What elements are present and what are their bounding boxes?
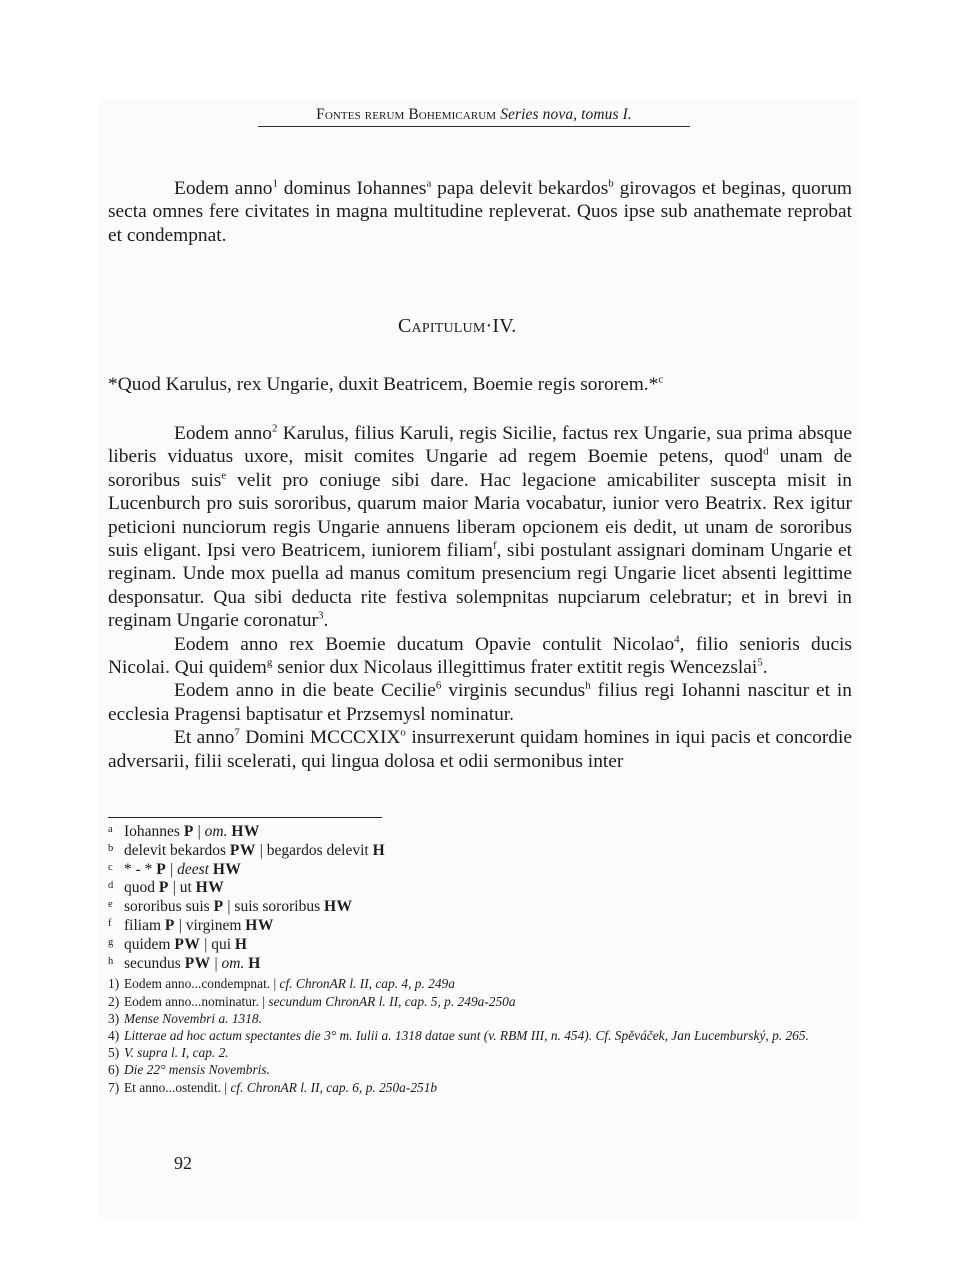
intro-text: girovagos et beginas, quorum secta omnes fere civitates in magna multitudine repleverat. Quos ipse sub anathemate reprobat et condempnat. xyxy=(108,178,852,246)
source-note-lemma: Et anno...ostendit. | xyxy=(124,1079,231,1095)
apparatus-lemma: quidem xyxy=(124,935,171,953)
body-text: Domini MCCCXIX xyxy=(239,727,401,749)
apparatus-note xyxy=(108,917,852,936)
source-note-reference: Die 22° mensis Novembris. xyxy=(124,1062,270,1078)
intro-text: dominus Iohannes xyxy=(277,178,427,199)
source-note-lemma: Eodem anno...condempnat. | xyxy=(124,976,280,992)
apparatus-label: e xyxy=(108,899,113,911)
note-ref: o xyxy=(400,726,406,739)
body-text: Karulus, filius Karuli, regis Sicilie, factus rex Ungarie, sua prima absque liberis viduatus uxore, misit comites Ungarie ad regem Boemie petens, quod xyxy=(108,423,852,468)
source-note-number: 2) xyxy=(108,993,120,1009)
witness-siglum: P xyxy=(183,823,194,840)
witness-siglum: H xyxy=(234,935,248,953)
source-note xyxy=(108,1061,852,1078)
apparatus-label: c xyxy=(108,861,113,873)
source-note-number: 4) xyxy=(108,1027,120,1043)
note-ref: h xyxy=(585,680,591,692)
body-text: . xyxy=(762,657,768,679)
apparatus-reading: deest xyxy=(177,860,209,878)
apparatus-lemma: * - * xyxy=(124,860,153,878)
source-note-reference: Litterae ad hoc actum spectantes die 3° m. Iulii a. 1318 datae sunt (v. RBM III, n. 454). Cf. Spěváček, Jan Lucemburský, p. 265. xyxy=(124,1027,809,1043)
body-paragraph xyxy=(108,633,852,680)
source-note-reference: cf. ChronAR l. II, cap. 4, p. 249a xyxy=(279,976,455,992)
apparatus-reading: om. xyxy=(204,823,228,840)
witness-siglum: H xyxy=(248,954,261,972)
witness-siglum: HW xyxy=(195,879,225,897)
source-note xyxy=(108,993,852,1010)
apparatus-text: Iohannes P | om. HW xyxy=(124,823,260,840)
witness-siglum: PW xyxy=(229,841,256,859)
apparatus-text: secundus PW | om. H xyxy=(124,954,261,972)
source-note xyxy=(108,975,852,992)
body-text: senior dux Nicolaus illegittimus frater extitit regis Wencezslai xyxy=(272,657,758,679)
witness-siglum: HW xyxy=(245,916,274,934)
source-note-reference: secundum ChronAR l. II, cap. 5, p. 249a-250a xyxy=(268,993,516,1009)
intro-text: papa delevit bekardos xyxy=(431,178,609,199)
apparatus-reading: begardos delevit xyxy=(266,841,369,859)
source-note xyxy=(108,1010,852,1027)
apparatus-reading: suis sororibus xyxy=(234,898,321,916)
note-ref: 1 xyxy=(272,177,278,190)
source-note-reference: cf. ChronAR l. II, cap. 6, p. 250a-251b xyxy=(230,1079,438,1095)
body-text: unam de sororibus suis xyxy=(108,446,853,491)
apparatus-note xyxy=(108,955,852,974)
chapter-subtitle xyxy=(108,374,663,396)
note-ref: b xyxy=(608,177,614,190)
body-text: Eodem anno rex Boemie ducatum Opavie contulit Nicolao xyxy=(174,633,675,655)
source-note xyxy=(108,1079,852,1096)
witness-siglum: P xyxy=(158,879,169,897)
body-text: Et anno xyxy=(174,727,235,749)
apparatus-label: f xyxy=(108,917,112,929)
body-text: , filio senioris ducis Nicolai. Qui quidem xyxy=(108,633,852,679)
note-ref: 4 xyxy=(674,633,680,646)
apparatus-text: delevit bekardos PW | begardos delevit H xyxy=(124,841,386,859)
apparatus-note xyxy=(108,861,852,880)
source-note-reference: Mense Novembri a. 1318. xyxy=(124,1010,262,1026)
witness-siglum: P xyxy=(164,916,175,934)
source-note-number: 1) xyxy=(108,976,120,992)
chapter-body xyxy=(108,422,852,773)
apparatus-text: * - * P | deest HW xyxy=(124,860,242,878)
series-title: Fontes rerum Bohemicarum xyxy=(316,106,497,123)
footnote-rule xyxy=(108,817,382,818)
body-text: , sibi postulant assignari dominam Ungarie et reginam. Unde mox puella ad manus comitum presencium regi Ungarie licet absenti legittime desponsatur. Qua sibi deducta rite festiva solempnitas nupciarum celebratur; et in brevi in reginam Ungarie coronatur xyxy=(108,540,852,632)
source-note-number: 6) xyxy=(108,1062,120,1078)
witness-siglum: P xyxy=(213,898,224,916)
apparatus-text: filiam P | virginem HW xyxy=(124,916,274,934)
source-note xyxy=(108,1044,852,1061)
witness-siglum: HW xyxy=(212,860,242,878)
note-ref: 7 xyxy=(234,726,240,739)
apparatus-text: quidem PW | qui H xyxy=(124,935,248,953)
apparatus-text: sororibus suis P | suis sororibus HW xyxy=(124,898,353,916)
note-ref: 6 xyxy=(435,680,442,692)
apparatus-lemma: Iohannes xyxy=(124,823,180,840)
note-ref: g xyxy=(266,656,273,669)
apparatus-label: a xyxy=(108,824,113,835)
apparatus-text: quod P | ut HW xyxy=(124,879,225,897)
apparatus-lemma: delevit bekardos xyxy=(124,841,227,859)
apparatus-note xyxy=(108,842,852,861)
note-ref: 2 xyxy=(271,422,278,435)
witness-siglum: H xyxy=(372,841,386,859)
footnotes xyxy=(108,823,852,1096)
source-note-number: 5) xyxy=(108,1045,120,1061)
apparatus-reading: ut xyxy=(179,879,192,897)
source-note-reference: V. supra l. I, cap. 2. xyxy=(124,1045,229,1061)
note-ref: d xyxy=(763,445,769,458)
note-ref: a xyxy=(426,177,432,190)
apparatus-label: g xyxy=(108,936,114,948)
body-text: . xyxy=(323,610,329,632)
apparatus-label: h xyxy=(108,955,114,967)
body-text: Eodem anno in die beate Cecilie xyxy=(174,680,436,702)
witness-siglum: PW xyxy=(174,935,201,953)
running-head xyxy=(258,106,690,127)
source-note-number: 7) xyxy=(108,1079,120,1095)
witness-siglum: HW xyxy=(231,823,260,840)
apparatus-reading: om. xyxy=(221,954,245,972)
intro-text: Eodem anno xyxy=(174,178,273,199)
source-notes xyxy=(108,975,852,1095)
note-ref: c xyxy=(658,373,664,386)
apparatus-lemma: filiam xyxy=(124,916,162,934)
intro-paragraph xyxy=(108,177,852,247)
body-text: filius regi Iohanni nascitur et in ecclesia Pragensi baptisatur et Przsemysl nominatur. xyxy=(108,680,852,725)
source-note-lemma: Eodem anno...nominatur. | xyxy=(124,993,269,1009)
apparatus-lemma: quod xyxy=(124,879,155,897)
apparatus-note xyxy=(108,879,852,898)
apparatus-reading: virginem xyxy=(185,916,242,934)
chapter-subtitle-text: *Quod Karulus, rex Ungarie, duxit Beatricem, Boemie regis sororem.* xyxy=(108,374,659,395)
apparatus-lemma: sororibus suis xyxy=(124,898,210,916)
body-paragraph xyxy=(108,422,852,633)
body-text: velit pro coniuge sibi dare. Hac legacione amicabiliter suscepta misit in Lucenburch pro suis sororibus, quarum maior Maria vocabatur, iunior vero Beatrix. Rex igitur peticioni nunciorum regis Ungarie annuens liberam opcionem eis dedit, ut unam de sororibus suis eligant. Ipsi vero Beatricem, iuniorem filiam xyxy=(108,469,852,562)
source-note-number: 3) xyxy=(108,1010,120,1026)
note-ref: e xyxy=(221,469,227,482)
apparatus-reading: qui xyxy=(211,935,232,953)
apparatus-lemma: secundus xyxy=(124,954,181,972)
body-text: Eodem anno xyxy=(174,423,272,444)
critical-apparatus xyxy=(108,823,852,973)
apparatus-label: d xyxy=(108,880,114,892)
chapter-title: Capitulum·IV. xyxy=(398,315,517,337)
body-paragraph xyxy=(108,679,852,726)
page-number: 92 xyxy=(174,1153,192,1173)
series-subtitle: Series nova, tomus I. xyxy=(500,106,632,123)
witness-siglum: HW xyxy=(323,898,353,916)
note-ref: 5 xyxy=(757,656,763,669)
apparatus-label: b xyxy=(108,842,114,854)
witness-siglum: P xyxy=(156,860,167,878)
apparatus-note xyxy=(108,936,852,955)
note-ref: f xyxy=(492,539,497,552)
apparatus-note xyxy=(108,898,852,917)
source-note xyxy=(108,1027,852,1044)
note-ref: 3 xyxy=(317,609,324,622)
body-text: virginis secundus xyxy=(441,680,586,702)
apparatus-note xyxy=(108,823,852,842)
body-text: insurrexerunt quidam homines in iqui pacis et concordie adversarii, filii scelerati, qui lingua dolosa et odii sermonibus inter xyxy=(108,727,852,772)
witness-siglum: PW xyxy=(184,954,211,972)
body-paragraph xyxy=(108,726,852,773)
